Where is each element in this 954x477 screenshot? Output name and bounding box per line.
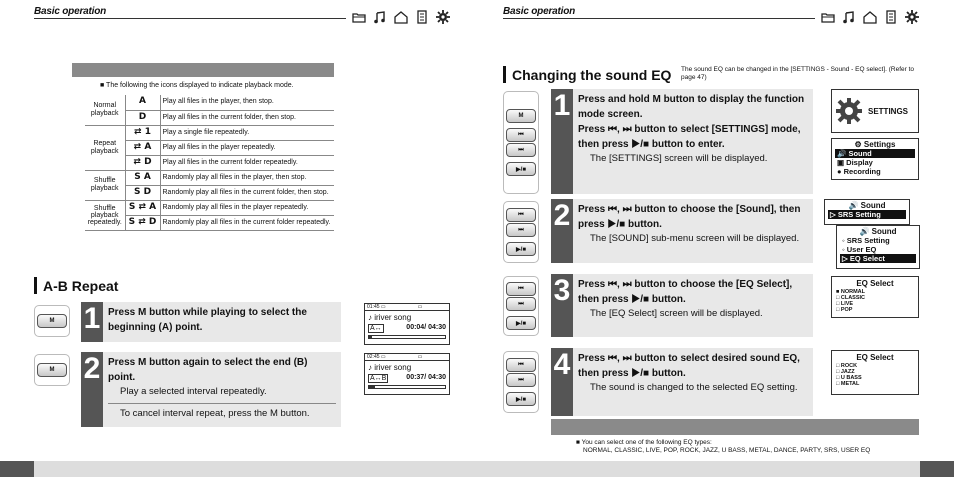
mode-icon: S D [125,185,160,200]
step-text: Press ⏮, ⏭ button to select desired sound EQ, then press ▶/■ button. [578,353,800,379]
r-step4-box [573,348,813,416]
mode-icon: ⇄ 1 [125,125,160,140]
settings-screen [831,89,919,133]
eq-option[interactable]: □ POP [836,307,853,313]
step-number: 1 [83,302,101,335]
eq-option[interactable]: □ JAZZ [836,369,855,375]
menu-item-sound[interactable]: 🔊 Sound [835,149,915,158]
eq-option[interactable]: □ ROCK [836,363,858,369]
m-button[interactable]: M [506,109,536,123]
mode-icon: S ⇄ A [125,200,160,215]
mode-desc: Play all files in the current folder, then stop. [160,110,334,125]
r-step2-button-col [503,201,539,263]
eq-note-bar [551,419,919,435]
play-button[interactable]: ▶/■ [506,162,536,176]
home-icon[interactable] [394,10,408,24]
step-sub: The [SOUND] sub-menu screen will be displayed. [590,233,800,244]
table-row [85,170,334,185]
m-button[interactable]: M [37,314,67,328]
folder-icon[interactable] [352,10,366,24]
step2-button-col [34,354,70,386]
group-shuffle-repeat: Shuffle playback repeatedly. [85,200,125,230]
mode-icon: D [125,110,160,125]
eq-option[interactable]: □ METAL [836,381,860,387]
menu-item-user-eq[interactable]: ◦ User EQ [842,245,877,254]
sound-menu-1: 🔊 Sound ▷ SRS Setting [824,199,910,225]
r-step2-box [573,199,813,263]
next-button[interactable]: ⏭ [506,143,536,157]
mode-desc: Randomly play all files in the current folder repeatedly. [160,215,334,230]
step-text: Press ⏮, ⏭ button to choose the [Sound], then press ▶/■ button. [578,204,801,230]
step-text: Press and hold M button to display the function mode screen. [578,94,805,120]
eq-option[interactable]: □ CLASSIC [836,295,865,301]
play-time: 00:04/ 04:30 [406,324,446,331]
sound-menu-2: 🔊 Sound ◦ SRS Setting ◦ User EQ ▷ EQ Select [836,225,920,269]
play-button[interactable]: ▶/■ [506,316,536,330]
play-button[interactable]: ▶/■ [506,392,536,406]
prev-button[interactable]: ⏮ [506,128,536,142]
eq-option[interactable]: □ LIVE [836,301,854,307]
mode-icon: S ⇄ D [125,215,160,230]
menu-title: EQ Select [856,353,894,362]
menu-item-srs[interactable]: ▷ SRS Setting [828,210,906,219]
eq-select-screen-1 [831,276,919,318]
step1-button-col [34,305,70,337]
step-sub: The [SETTINGS] screen will be displayed. [590,153,768,164]
step-sub: The sound is changed to the selected EQ setting. [590,382,798,393]
step-number: 2 [83,352,101,385]
left-header-line [34,18,346,19]
eq-note: ■ You can select one of the following EQ types: NORMAL, CLASSIC, LIVE, POP, ROCK, JAZZ, U BASS, METAL, DANCE, PARTY, SRS, USER EQ [576,439,871,454]
table-intro: ■ The following the icons displayed to indicate playback mode. [100,82,294,89]
gear-icon[interactable] [905,10,919,24]
eq-option[interactable]: ■ NORMAL [836,289,865,295]
step-number: 2 [553,199,571,232]
table-row [85,200,334,215]
mode-desc: Randomly play all files in the player, then stop. [160,170,334,185]
eq-title: Changing the sound EQ [503,66,671,83]
group-normal: Normal playback [85,95,125,125]
left-nav-icons [352,10,450,24]
step-sub: The [EQ Select] screen will be displayed. [590,308,763,319]
mode-desc: Randomly play all files in the player repeatedly. [160,200,334,215]
music-icon[interactable] [373,10,387,24]
r-step1-button-col [503,91,539,194]
step2-number-bg [81,352,103,427]
step-text: Press ⏮, ⏭ button to choose the [EQ Select], then press ▶/■ button. [578,279,793,305]
song-title: iriver song [374,313,412,322]
ab-screen-1: 01:45 ▭ ▭ ♪ iriver song A↔ 00:04/ 04:30 [364,303,450,345]
ab-repeat-title: A-B Repeat [34,277,118,294]
next-button[interactable]: ⏭ [506,297,536,311]
prev-button[interactable]: ⏮ [506,208,536,222]
next-button[interactable]: ⏭ [506,373,536,387]
mode-desc: Play all files in the player repeatedly. [160,140,334,155]
menu-item-srs[interactable]: ◦ SRS Setting [842,236,890,245]
eq-title-note: The sound EQ can be changed in the [SETTINGS - Sound - EQ select]. (Refer to page 47) [681,66,915,81]
eq-option[interactable]: □ U BASS [836,375,862,381]
step-number: 1 [553,89,571,122]
table-title-bar [72,63,334,77]
gear-icon[interactable] [436,10,450,24]
step1-number-bg [81,302,103,342]
menu-item-display[interactable]: ▣ Display [837,158,873,167]
settings-menu: ⚙ Settings 🔊 Sound ▣ Display ● Recording [831,138,919,180]
r-step3-button-col [503,276,539,336]
prev-button[interactable]: ⏮ [506,358,536,372]
list-icon[interactable] [415,10,429,24]
menu-item-eq-select[interactable]: ▷ EQ Select [840,254,916,263]
right-header: Basic operation [503,6,576,17]
gear-icon [834,96,864,126]
ab-screen-2: 02:45 ▭ ▭ ♪ iriver song A↔B 00:37/ 04:30 [364,353,450,395]
mode-icon: ⇄ D [125,155,160,170]
home-icon[interactable] [863,10,877,24]
group-repeat: Repeat playback [85,125,125,170]
playback-mode-table [85,95,334,231]
eq-list: NORMAL, CLASSIC, LIVE, POP, ROCK, JAZZ, U BASS, METAL, DANCE, PARTY, SRS, USER EQ [583,447,871,454]
settings-label: SETTINGS [868,106,909,116]
ab-mode: A↔ [370,325,382,332]
step1-box [103,302,341,342]
step-number: 3 [553,274,571,307]
play-button[interactable]: ▶/■ [506,242,536,256]
step-text2: Press ⏮, ⏭ button to select [SETTINGS] mode, then press ▶/■ button to enter. [578,124,801,150]
right-nav-icons [821,10,919,24]
step-note: To cancel interval repeat, press the M button. [108,403,336,421]
mode-icon: ⇄ A [125,140,160,155]
play-time: 00:37/ 04:30 [406,374,446,381]
r-step4-button-col [503,351,539,413]
r-step4-number-bg [551,348,573,416]
group-shuffle: Shuffle playback [85,170,125,200]
table-row [85,125,334,140]
mode-desc: Play all files in the player, then stop. [160,95,334,110]
r-step3-number-bg [551,274,573,337]
step-sub: Play a selected interval repeatedly. [120,386,267,397]
mode-desc: Play a single file repeatedly. [160,125,334,140]
mode-desc: Randomly play all files in the current folder, then stop. [160,185,334,200]
mode-icon: S A [125,170,160,185]
r-step1-number-bg [551,89,573,194]
r-step1-box [573,89,813,194]
mode-icon: A [125,95,160,110]
list-icon[interactable] [884,10,898,24]
step-number: 4 [553,348,571,381]
eq-select-screen-2 [831,350,919,395]
m-button[interactable]: M [37,363,67,377]
menu-title: Sound [860,201,886,210]
music-icon[interactable] [842,10,856,24]
next-button[interactable]: ⏭ [506,223,536,237]
folder-icon[interactable] [821,10,835,24]
menu-title: Settings [863,140,896,149]
page-tab-left [0,461,34,477]
ab-mode: A↔B [370,375,387,382]
right-header-line [503,18,815,19]
page-tab-right [920,461,954,477]
left-header: Basic operation [34,6,107,17]
mode-desc: Play all files in the current folder repeatedly. [160,155,334,170]
step2-box [103,352,341,427]
r-step2-number-bg [551,199,573,263]
bottom-bar [0,461,954,477]
step-text: Press M button while playing to select the beginning (A) point. [108,307,307,333]
table-row [85,95,334,110]
prev-button[interactable]: ⏮ [506,282,536,296]
step-text: Press M button again to select the end (B) point. [108,357,308,383]
r-step3-box [573,274,813,337]
menu-item-recording[interactable]: ● Recording [837,167,881,176]
menu-title: Sound [871,227,897,236]
song-title: iriver song [374,363,412,372]
menu-title: EQ Select [856,279,894,288]
